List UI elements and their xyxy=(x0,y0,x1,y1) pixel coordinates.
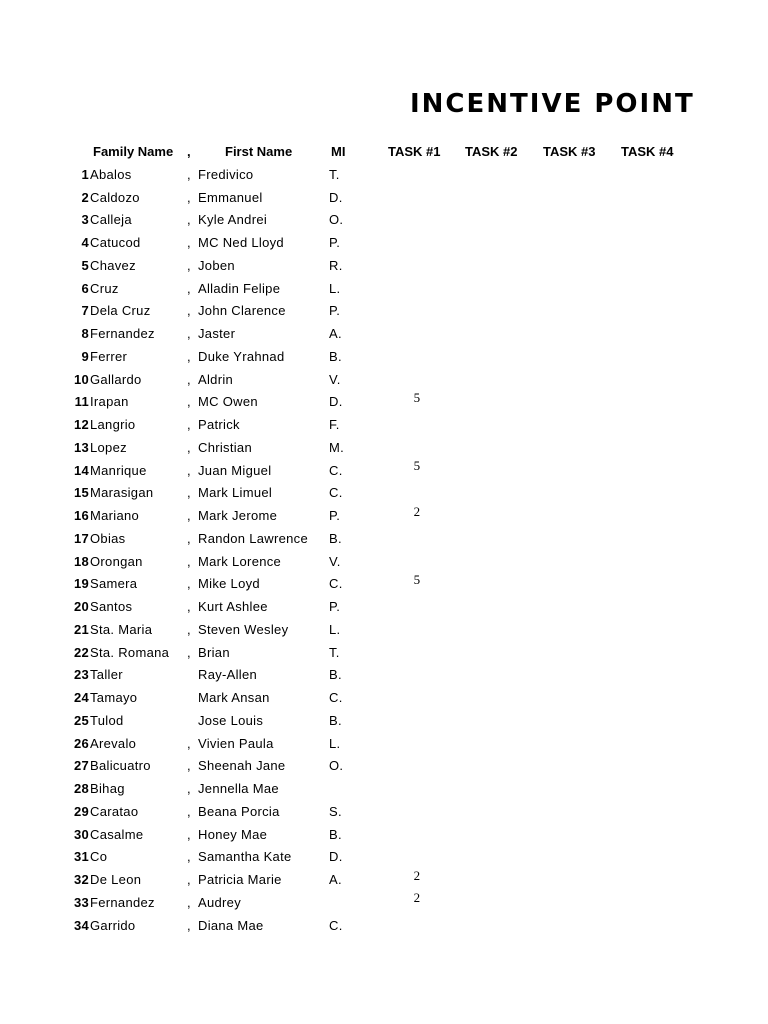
comma-cell: , xyxy=(187,303,191,319)
table-row xyxy=(62,823,445,846)
task-1-cell xyxy=(389,755,445,778)
table-row xyxy=(62,595,445,618)
comma-cell: , xyxy=(187,326,191,342)
table-row xyxy=(62,345,445,368)
row-number: 28 xyxy=(73,781,89,797)
table-row xyxy=(62,459,445,482)
middle-initial-cell: P. xyxy=(329,235,341,251)
comma-cell: , xyxy=(187,803,191,819)
comma-cell: , xyxy=(187,257,191,273)
first-name-cell: Emmanuel xyxy=(198,189,263,205)
first-name-cell: Jaster xyxy=(198,326,236,342)
middle-initial-cell: C. xyxy=(329,690,343,706)
first-name-cell: Alladin Felipe xyxy=(198,280,281,296)
task-1-cell xyxy=(389,800,445,823)
table-row xyxy=(62,800,445,823)
family-name-cell: Sta. Romana xyxy=(90,644,170,660)
first-name-cell: Patrick xyxy=(198,417,240,433)
first-name-cell: Honey Mae xyxy=(198,826,268,842)
middle-initial-cell: B. xyxy=(329,530,342,546)
first-name-cell: Randon Lawrence xyxy=(198,530,309,546)
family-name-cell: Co xyxy=(90,849,108,865)
family-name-cell: Langrio xyxy=(90,417,136,433)
row-number: 2 xyxy=(81,189,89,205)
first-name-cell: Joben xyxy=(198,257,235,273)
task-1-cell xyxy=(389,846,445,869)
first-name-cell: John Clarence xyxy=(198,303,286,319)
task-1-score: 5 xyxy=(413,571,421,587)
comma-cell: , xyxy=(187,735,191,751)
table-row xyxy=(62,254,445,277)
task-1-cell xyxy=(389,345,445,368)
family-name-cell: Tamayo xyxy=(90,690,138,706)
row-number: 11 xyxy=(74,394,89,410)
first-name-cell: Mike Loyd xyxy=(198,576,260,592)
task-1-cell xyxy=(389,322,445,345)
task-1-cell xyxy=(389,209,445,232)
table-row xyxy=(62,368,445,391)
table-row xyxy=(62,550,445,573)
middle-initial-cell xyxy=(329,891,389,914)
comma-cell: , xyxy=(187,394,191,410)
task-1-cell xyxy=(389,163,445,186)
comma-cell: , xyxy=(187,485,191,501)
row-number: 17 xyxy=(73,530,89,546)
task-1-cell xyxy=(389,277,445,300)
row-number: 7 xyxy=(81,303,89,319)
task-1-cell xyxy=(389,254,445,277)
student-table xyxy=(62,163,445,937)
middle-initial-cell: B. xyxy=(329,667,342,683)
first-name-cell: Fredivico xyxy=(198,166,254,182)
middle-initial-cell: L. xyxy=(329,621,341,637)
comma-cell: , xyxy=(187,758,191,774)
middle-initial-cell: P. xyxy=(329,303,341,319)
row-number: 27 xyxy=(73,758,89,774)
family-name-cell: Taller xyxy=(90,667,123,683)
first-name-cell: Ray-Allen xyxy=(198,667,258,683)
table-row xyxy=(62,573,445,596)
comma-cell: , xyxy=(187,530,191,546)
middle-initial-cell: P. xyxy=(329,508,341,524)
comma-cell: , xyxy=(187,599,191,615)
first-name-cell: Vivien Paula xyxy=(198,735,274,751)
table-row xyxy=(62,777,445,800)
comma-cell: , xyxy=(187,917,191,933)
row-number: 22 xyxy=(73,644,89,660)
family-name-cell: Arevalo xyxy=(90,735,137,751)
table-row xyxy=(62,732,445,755)
comma-cell: , xyxy=(187,644,191,660)
middle-initial-cell: P. xyxy=(329,599,341,615)
table-row xyxy=(62,436,445,459)
task-1-cell xyxy=(389,709,445,732)
table-row xyxy=(62,914,445,937)
table-row xyxy=(62,868,445,891)
table-row xyxy=(62,527,445,550)
task-1-cell xyxy=(389,823,445,846)
first-name-cell: MC Ned Lloyd xyxy=(198,235,284,251)
first-name-cell: Kurt Ashlee xyxy=(198,599,268,615)
family-name-cell: Calleja xyxy=(90,212,132,228)
header-comma: , xyxy=(187,144,191,159)
family-name-cell: Dela Cruz xyxy=(90,303,151,319)
first-name-cell: Aldrin xyxy=(198,371,234,387)
comma-cell: , xyxy=(187,872,191,888)
first-name-cell: Mark Ansan xyxy=(198,690,270,706)
comma-cell xyxy=(187,709,197,732)
family-name-cell: Manrique xyxy=(90,462,147,478)
task-1-cell xyxy=(389,595,445,618)
family-name-cell: Ferrer xyxy=(90,348,128,364)
comma-cell: , xyxy=(187,212,191,228)
middle-initial-cell: D. xyxy=(329,189,343,205)
middle-initial-cell: A. xyxy=(329,872,342,888)
comma-cell: , xyxy=(187,781,191,797)
task-1-score: 2 xyxy=(413,503,421,519)
task-1-cell xyxy=(389,686,445,709)
row-number: 14 xyxy=(73,462,89,478)
row-number: 23 xyxy=(73,667,89,683)
comma-cell: , xyxy=(187,417,191,433)
row-number: 6 xyxy=(81,280,89,296)
comma-cell: , xyxy=(187,189,191,205)
task-1-cell xyxy=(389,368,445,391)
task-1-cell xyxy=(389,391,445,414)
row-number: 21 xyxy=(73,621,89,637)
comma-cell xyxy=(187,664,197,687)
comma-cell: , xyxy=(187,894,191,910)
middle-initial-cell: V. xyxy=(329,553,341,569)
first-name-cell: Steven Wesley xyxy=(198,621,289,637)
header-task-4: TASK #4 xyxy=(621,144,674,159)
middle-initial-cell: D. xyxy=(329,394,343,410)
task-1-cell xyxy=(389,618,445,641)
family-name-cell: Bihag xyxy=(90,781,125,797)
family-name-cell: Tulod xyxy=(90,712,124,728)
row-number: 31 xyxy=(73,849,89,865)
comma-cell: , xyxy=(187,849,191,865)
table-row xyxy=(62,686,445,709)
row-number: 8 xyxy=(81,326,89,342)
family-name-cell: Orongan xyxy=(90,553,143,569)
middle-initial-cell: A. xyxy=(329,326,342,342)
row-number: 5 xyxy=(81,257,89,273)
middle-initial-cell: F. xyxy=(329,417,340,433)
table-row xyxy=(62,413,445,436)
table-row xyxy=(62,641,445,664)
row-number: 30 xyxy=(73,826,89,842)
middle-initial-cell: C. xyxy=(329,917,343,933)
table-row xyxy=(62,163,445,186)
family-name-cell: Marasigan xyxy=(90,485,154,501)
row-number: 1 xyxy=(81,166,89,182)
family-name-cell: Casalme xyxy=(90,826,144,842)
family-name-cell: Lopez xyxy=(90,439,127,455)
middle-initial-cell: L. xyxy=(329,280,341,296)
row-number: 29 xyxy=(73,803,89,819)
family-name-cell: Balicuatro xyxy=(90,758,151,774)
table-row xyxy=(62,391,445,414)
middle-initial-cell: V. xyxy=(329,371,341,387)
task-1-cell xyxy=(389,573,445,596)
first-name-cell: MC Owen xyxy=(198,394,258,410)
family-name-cell: Gallardo xyxy=(90,371,142,387)
middle-initial-cell: B. xyxy=(329,348,342,364)
row-number: 4 xyxy=(81,235,89,251)
family-name-cell: Fernandez xyxy=(90,894,155,910)
middle-initial-cell: T. xyxy=(329,644,340,660)
row-number: 9 xyxy=(81,348,89,364)
first-name-cell: Jose Louis xyxy=(198,712,264,728)
row-number: 10 xyxy=(73,371,89,387)
middle-initial-cell: O. xyxy=(329,758,344,774)
comma-cell: , xyxy=(187,462,191,478)
first-name-cell: Sheenah Jane xyxy=(198,758,286,774)
row-number: 26 xyxy=(73,735,89,751)
row-number: 3 xyxy=(81,212,89,228)
row-number: 12 xyxy=(73,417,89,433)
header-first-name: First Name xyxy=(225,144,293,159)
first-name-cell: Jennella Mae xyxy=(198,781,279,797)
first-name-cell: Mark Limuel xyxy=(198,485,273,501)
middle-initial-cell: M. xyxy=(329,439,345,455)
task-1-cell xyxy=(389,550,445,573)
task-1-score: 5 xyxy=(413,458,421,474)
row-number: 33 xyxy=(73,894,89,910)
task-1-cell xyxy=(389,641,445,664)
task-1-cell xyxy=(389,413,445,436)
first-name-cell: Kyle Andrei xyxy=(198,212,268,228)
family-name-cell: Caldozo xyxy=(90,189,140,205)
comma-cell: , xyxy=(187,439,191,455)
family-name-cell: Samera xyxy=(90,576,138,592)
middle-initial-cell: C. xyxy=(329,485,343,501)
table-row xyxy=(62,504,445,527)
task-1-cell xyxy=(389,527,445,550)
first-name-cell: Mark Jerome xyxy=(198,508,278,524)
table-row xyxy=(62,300,445,323)
header-task-2: TASK #2 xyxy=(465,144,518,159)
comma-cell: , xyxy=(187,235,191,251)
comma-cell: , xyxy=(187,621,191,637)
middle-initial-cell: B. xyxy=(329,826,342,842)
header-task-3: TASK #3 xyxy=(543,144,596,159)
row-number: 16 xyxy=(73,508,89,524)
comma-cell: , xyxy=(187,280,191,296)
family-name-cell: Irapan xyxy=(90,394,129,410)
header-mi: MI xyxy=(331,144,346,159)
task-1-cell xyxy=(389,482,445,505)
table-row xyxy=(62,186,445,209)
middle-initial-cell: R. xyxy=(329,257,343,273)
family-name-cell: Obias xyxy=(90,530,126,546)
comma-cell: , xyxy=(187,508,191,524)
task-1-cell xyxy=(389,914,445,937)
row-number: 34 xyxy=(73,917,89,933)
family-name-cell: De Leon xyxy=(90,872,142,888)
family-name-cell: Caratao xyxy=(90,803,139,819)
page-title: INCENTIVE POINT xyxy=(410,89,695,119)
first-name-cell: Mark Lorence xyxy=(198,553,282,569)
family-name-cell: Catucod xyxy=(90,235,141,251)
middle-initial-cell: B. xyxy=(329,712,342,728)
task-1-cell xyxy=(389,868,445,891)
row-number: 20 xyxy=(73,599,89,615)
first-name-cell: Samantha Kate xyxy=(198,849,292,865)
middle-initial-cell: S. xyxy=(329,803,342,819)
comma-cell: , xyxy=(187,826,191,842)
row-number: 19 xyxy=(73,576,89,592)
comma-cell xyxy=(187,686,197,709)
task-1-cell xyxy=(389,777,445,800)
row-number: 25 xyxy=(73,712,89,728)
task-1-score: 2 xyxy=(413,890,421,906)
comma-cell: , xyxy=(187,553,191,569)
comma-cell: , xyxy=(187,371,191,387)
table-row xyxy=(62,277,445,300)
middle-initial-cell: O. xyxy=(329,212,344,228)
middle-initial-cell: C. xyxy=(329,462,343,478)
first-name-cell: Juan Miguel xyxy=(198,462,272,478)
task-1-cell xyxy=(389,664,445,687)
first-name-cell: Patricia Marie xyxy=(198,872,282,888)
first-name-cell: Brian xyxy=(198,644,230,660)
row-number: 24 xyxy=(73,690,89,706)
first-name-cell: Diana Mae xyxy=(198,917,264,933)
family-name-cell: Chavez xyxy=(90,257,136,273)
table-row xyxy=(62,209,445,232)
first-name-cell: Audrey xyxy=(198,894,241,910)
task-1-score: 2 xyxy=(413,867,421,883)
comma-cell: , xyxy=(187,576,191,592)
first-name-cell: Christian xyxy=(198,439,252,455)
comma-cell: , xyxy=(187,348,191,364)
first-name-cell: Duke Yrahnad xyxy=(198,348,285,364)
table-row xyxy=(62,755,445,778)
task-1-score: 5 xyxy=(413,389,421,405)
family-name-cell: Santos xyxy=(90,599,133,615)
table-row xyxy=(62,891,445,914)
header-family-name: Family Name xyxy=(93,144,174,159)
family-name-cell: Fernandez xyxy=(90,326,155,342)
row-number: 13 xyxy=(73,439,89,455)
middle-initial-cell xyxy=(329,777,389,800)
table-row xyxy=(62,231,445,254)
table-row xyxy=(62,846,445,869)
header-task-1: TASK #1 xyxy=(388,144,441,159)
middle-initial-cell: C. xyxy=(329,576,343,592)
task-1-cell xyxy=(389,436,445,459)
table-row xyxy=(62,618,445,641)
task-1-cell xyxy=(389,891,445,914)
family-name-cell: Cruz xyxy=(90,280,119,296)
row-number: 32 xyxy=(73,872,89,888)
table-row xyxy=(62,322,445,345)
row-number: 18 xyxy=(73,553,89,569)
family-name-cell: Garrido xyxy=(90,917,136,933)
middle-initial-cell: L. xyxy=(329,735,341,751)
task-1-cell xyxy=(389,732,445,755)
task-1-cell xyxy=(389,504,445,527)
family-name-cell: Mariano xyxy=(90,508,140,524)
table-row xyxy=(62,664,445,687)
row-number: 15 xyxy=(73,485,89,501)
task-1-cell xyxy=(389,459,445,482)
table-row xyxy=(62,482,445,505)
middle-initial-cell: T. xyxy=(329,166,340,182)
middle-initial-cell: D. xyxy=(329,849,343,865)
task-1-cell xyxy=(389,300,445,323)
family-name-cell: Abalos xyxy=(90,166,132,182)
task-1-cell xyxy=(389,231,445,254)
first-name-cell: Beana Porcia xyxy=(198,803,280,819)
task-1-cell xyxy=(389,186,445,209)
family-name-cell: Sta. Maria xyxy=(90,621,153,637)
comma-cell: , xyxy=(187,166,191,182)
table-row xyxy=(62,709,445,732)
